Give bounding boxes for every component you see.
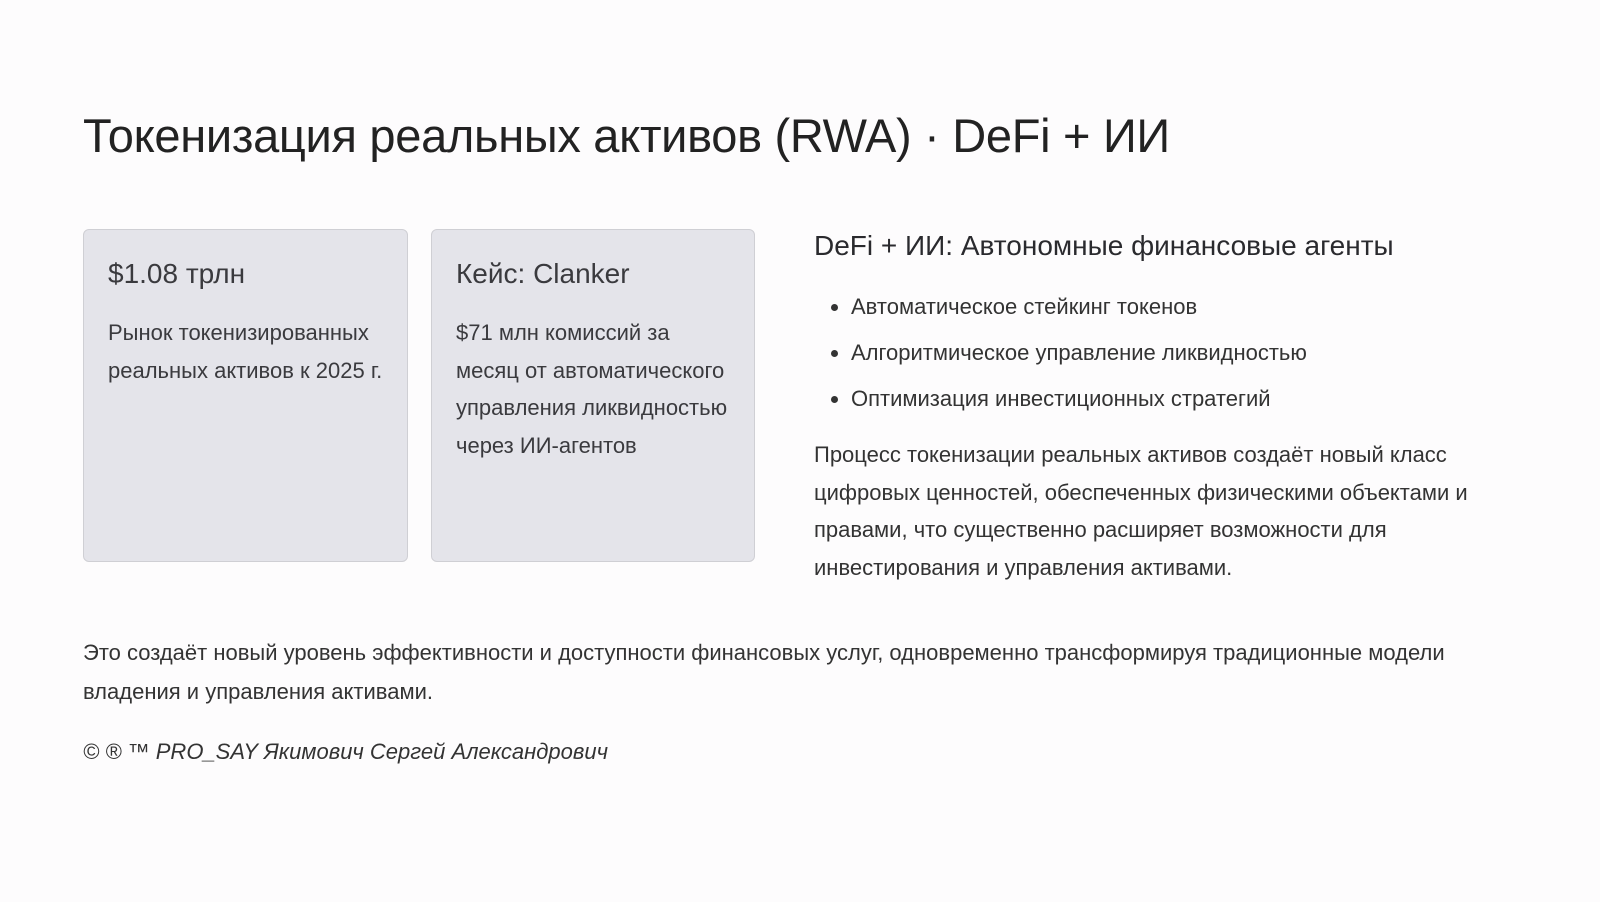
stat-card-market xyxy=(83,229,408,562)
defi-ai-section xyxy=(814,226,1514,586)
card-text: Рынок токенизированных реальных активов к 2025 г. xyxy=(108,320,383,383)
list-item: • Автоматическое стейкинг токенов xyxy=(851,284,1514,330)
bullet-list xyxy=(814,284,1514,422)
stat-card-clanker xyxy=(431,229,755,562)
summary-text: Это создаёт новый уровень эффективности и доступности финансовых услуг, одновременно трансформируя традиционные модели владения и управления активами. xyxy=(83,640,1445,704)
list-item: • Алгоритмическое управление ликвидностью xyxy=(851,330,1514,376)
copyright-text: © ® ™ PRO_SAY Якимович Сергей Александрович xyxy=(83,739,609,764)
card-heading: Кейс: Clanker xyxy=(456,258,630,289)
list-item: • Оптимизация инвестиционных стратегий xyxy=(851,376,1514,422)
card-heading: $1.08 трлн xyxy=(108,258,246,289)
card-text: $71 млн комиссий за месяц от автоматического управления ликвидностью через ИИ-агентов xyxy=(456,320,728,458)
page-title: Токенизация реальных активов (RWA) · DeFi + ИИ xyxy=(83,109,1170,162)
section-heading: DeFi + ИИ: Автономные финансовые агенты xyxy=(814,230,1394,261)
section-paragraph: Процесс токенизации реальных активов создаёт новый класс цифровых ценностей, обеспеченных физическими объектами и правами, что существенно расширяет возможности для инвестирования и управления активами. xyxy=(814,442,1468,580)
